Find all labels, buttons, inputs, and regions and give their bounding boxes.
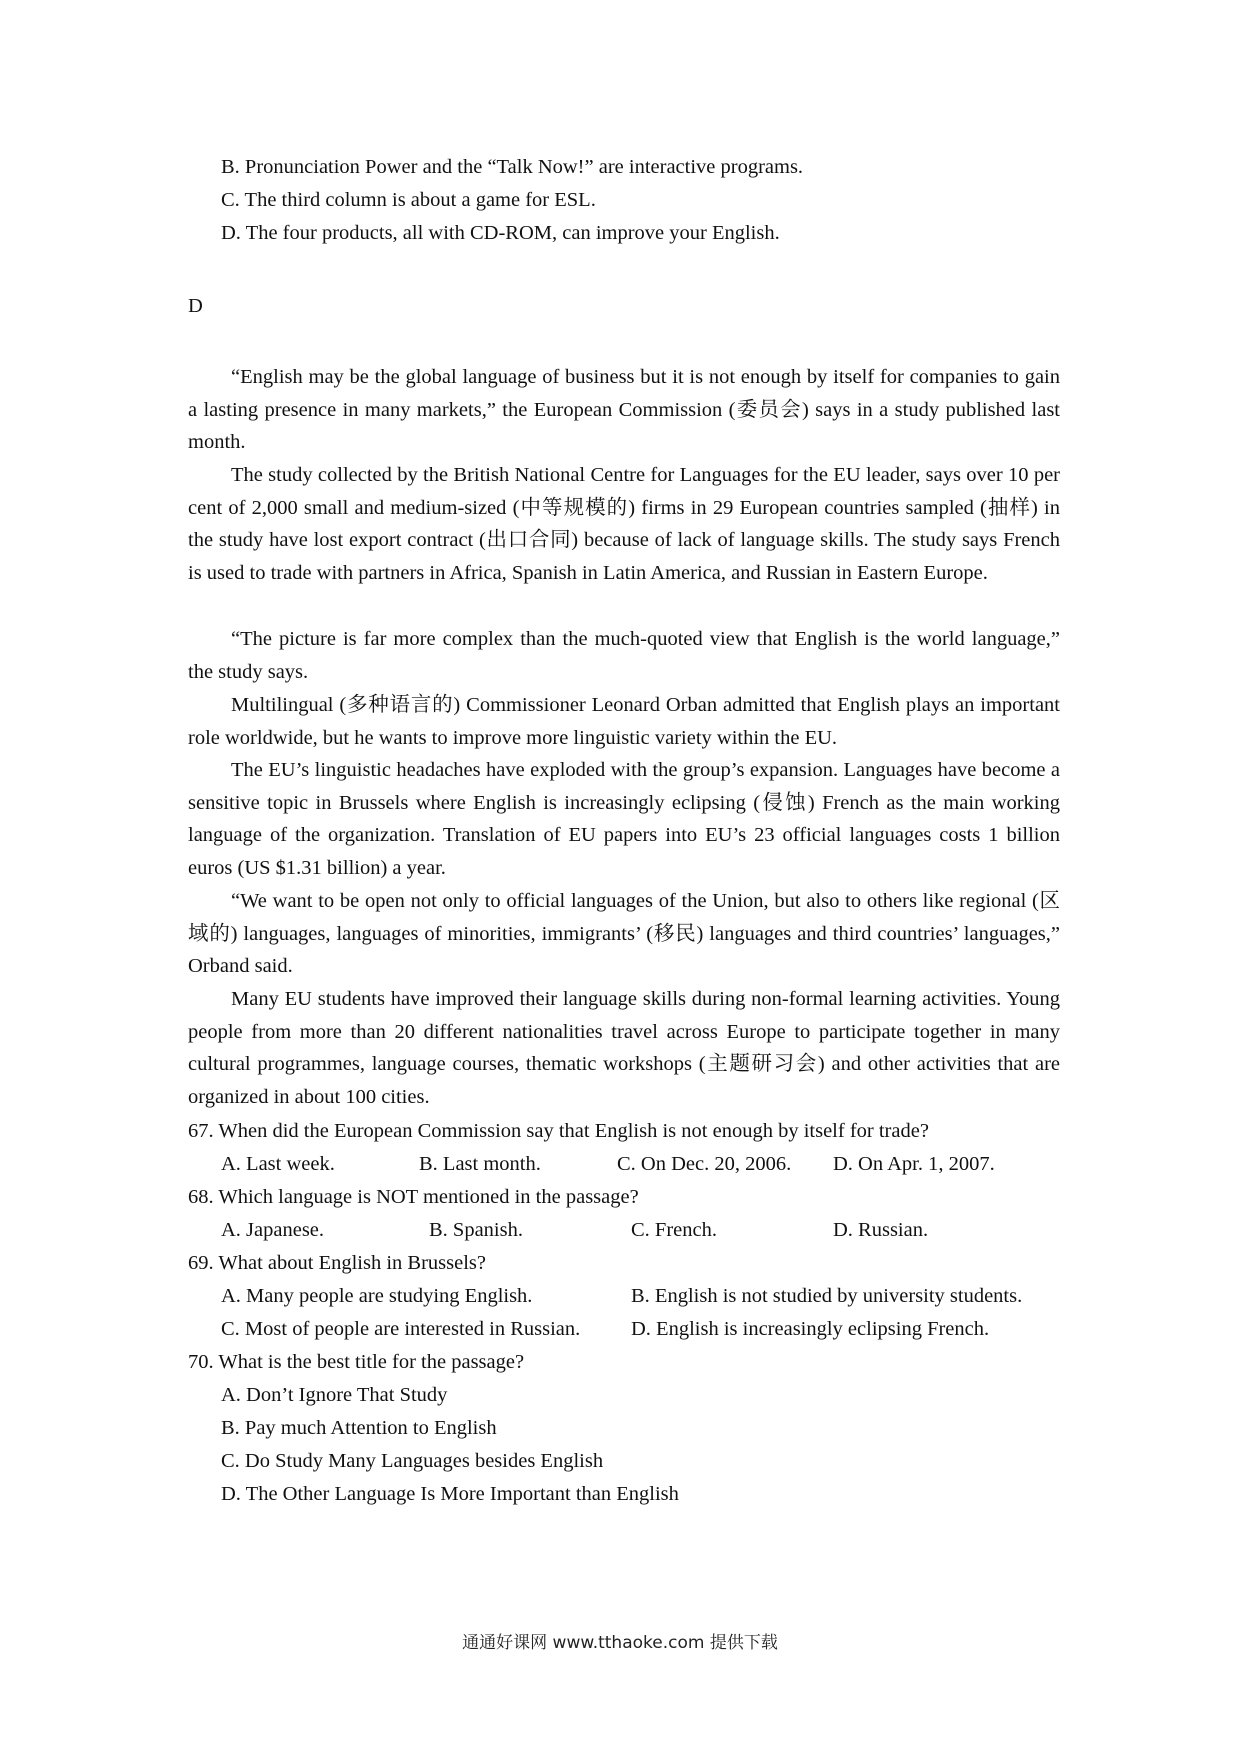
- q69-option-b[interactable]: B. English is not studied by university students.: [631, 1285, 1023, 1307]
- q67-option-d[interactable]: D. On Apr. 1, 2007.: [833, 1153, 995, 1175]
- question-70: 70. What is the best title for the passage?: [188, 1351, 525, 1373]
- q69-option-d[interactable]: D. English is increasingly eclipsing French.: [631, 1318, 990, 1340]
- paragraph-6: “We want to be open not only to official languages of the Union, but also to others like regional (区域的) languages, languages of minorities, immigrants’ (移民) languages and third countries’ languages,” Orband said.: [188, 890, 1060, 978]
- prev-option-c: C. The third column is about a game for ESL.: [221, 189, 596, 211]
- question-69: 69. What about English in Brussels?: [188, 1252, 486, 1274]
- paragraph-5: The EU’s linguistic headaches have exploded with the group’s expansion. Languages have become a sensitive topic in Brussels where English is increasingly eclipsing (侵蚀) French as the main working language of the organization. Translation of EU papers into EU’s 23 official languages costs 1 billion euros (US $1.31 billion) a year.: [188, 759, 1060, 879]
- paragraph-4: Multilingual (多种语言的) Commissioner Leonard Orban admitted that English plays an important role worldwide, but he wants to improve more linguistic variety within the EU.: [188, 694, 1060, 749]
- q67-option-c[interactable]: C. On Dec. 20, 2006.: [617, 1153, 792, 1175]
- q70-option-c[interactable]: C. Do Study Many Languages besides English: [221, 1450, 604, 1472]
- page-footer: 通通好课网 www.tthaoke.com 提供下载: [462, 1633, 778, 1653]
- prev-option-d: D. The four products, all with CD-ROM, can improve your English.: [221, 222, 780, 244]
- q70-option-d[interactable]: D. The Other Language Is More Important than English: [221, 1483, 679, 1505]
- q67-option-a[interactable]: A. Last week.: [221, 1153, 335, 1175]
- question-67: 67. When did the European Commission say that English is not enough by itself for trade?: [188, 1120, 929, 1142]
- q69-option-c[interactable]: C. Most of people are interested in Russian.: [221, 1318, 581, 1340]
- q68-option-b[interactable]: B. Spanish.: [429, 1219, 523, 1241]
- q70-option-a[interactable]: A. Don’t Ignore That Study: [221, 1384, 448, 1406]
- q68-option-d[interactable]: D. Russian.: [833, 1219, 929, 1241]
- section-label: D: [188, 295, 203, 317]
- q67-option-b[interactable]: B. Last month.: [419, 1153, 541, 1175]
- question-68: 68. Which language is NOT mentioned in the passage?: [188, 1186, 639, 1208]
- paragraph-7: Many EU students have improved their language skills during non-formal learning activities. Young people from more than 20 different nationalities travel across Europe to participate together in many cultural programmes, language courses, thematic workshops (主题研习会) and other activities that are organized in about 100 cities.: [188, 988, 1060, 1108]
- paragraph-2: The study collected by the British National Centre for Languages for the EU leader, says over 10 per cent of 2,000 small and medium-sized (中等规模的) firms in 29 European countries sampled (抽样) in the study have lost export contract (出口合同) because of lack of language skills. The study says French is used to trade with partners in Africa, Spanish in Latin America, and Russian in Eastern Europe.: [188, 464, 1060, 584]
- q68-option-c[interactable]: C. French.: [631, 1219, 717, 1241]
- paragraph-1: “English may be the global language of business but it is not enough by itself for companies to gain a lasting presence in many markets,” the European Commission (委员会) says in a study published last month.: [188, 366, 1060, 454]
- q70-option-b[interactable]: B. Pay much Attention to English: [221, 1417, 497, 1439]
- q69-option-a[interactable]: A. Many people are studying English.: [221, 1285, 533, 1307]
- q68-option-a[interactable]: A. Japanese.: [221, 1219, 325, 1241]
- paragraph-3: “The picture is far more complex than the much-quoted view that English is the world language,” the study says.: [188, 628, 1060, 683]
- prev-option-b: B. Pronunciation Power and the “Talk Now!” are interactive programs.: [221, 156, 804, 178]
